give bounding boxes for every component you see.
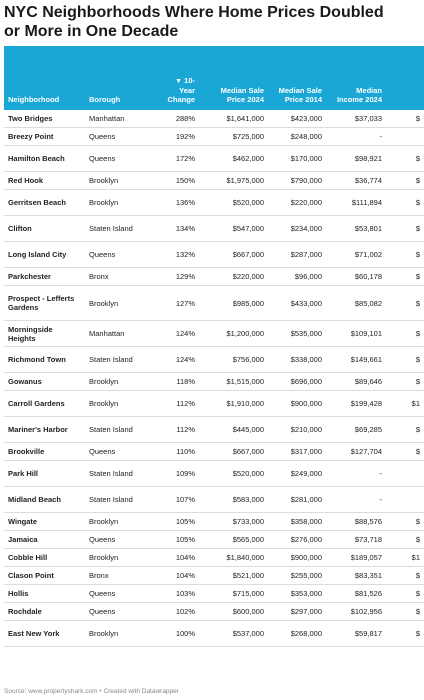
cell-10-year-change: 105% (161, 513, 199, 531)
cell-median-income-2024: $85,082 (326, 286, 386, 321)
cell-cut-off: $ (386, 347, 424, 373)
cell-neighborhood: Long Island City (4, 242, 85, 268)
cell-sale-price-2014: $249,000 (268, 461, 326, 487)
cell-borough: Staten Island (85, 347, 161, 373)
cell-median-income-2024: $199,428 (326, 391, 386, 417)
cell-sale-price-2014: $900,000 (268, 549, 326, 567)
cell-neighborhood: East New York (4, 621, 85, 647)
cell-cut-off: $ (386, 531, 424, 549)
cell-cut-off: $ (386, 417, 424, 443)
cell-cut-off: $ (386, 585, 424, 603)
cell-borough: Brooklyn (85, 549, 161, 567)
cell-sale-price-2024: $715,000 (199, 585, 268, 603)
cell-cut-off: $ (386, 567, 424, 585)
sort-descending-icon: ▼ (175, 78, 183, 85)
cell-sale-price-2024: $733,000 (199, 513, 268, 531)
table-row (4, 321, 424, 347)
cell-sale-price-2024: $521,000 (199, 567, 268, 585)
cell-cut-off (386, 487, 424, 513)
cell-cut-off: $ (386, 443, 424, 461)
cell-cut-off: $ (386, 513, 424, 531)
cell-neighborhood: Mariner's Harbor (4, 417, 85, 443)
cell-sale-price-2014: $900,000 (268, 391, 326, 417)
cell-cut-off: $ (386, 216, 424, 242)
cell-10-year-change: 288% (161, 110, 199, 128)
cell-neighborhood: Carroll Gardens (4, 391, 85, 417)
cell-neighborhood: Breezy Point (4, 128, 85, 146)
cell-median-income-2024: $60,178 (326, 268, 386, 286)
cell-neighborhood: Red Hook (4, 172, 85, 190)
cell-10-year-change: 103% (161, 585, 199, 603)
table-row (4, 286, 424, 321)
table-row (4, 242, 424, 268)
cell-sale-price-2024: $1,641,000 (199, 110, 268, 128)
cell-sale-price-2014: $287,000 (268, 242, 326, 268)
table-row (4, 110, 424, 128)
cell-neighborhood: Morningside Heights (4, 321, 85, 347)
cell-neighborhood: Hamilton Beach (4, 146, 85, 172)
cell-median-income-2024: $127,704 (326, 443, 386, 461)
cell-10-year-change: 112% (161, 417, 199, 443)
cell-sale-price-2014: $423,000 (268, 110, 326, 128)
cell-neighborhood: Wingate (4, 513, 85, 531)
cell-borough: Queens (85, 443, 161, 461)
cell-sale-price-2014: $353,000 (268, 585, 326, 603)
cell-sale-price-2014: $170,000 (268, 146, 326, 172)
cell-sale-price-2014: $255,000 (268, 567, 326, 585)
cell-10-year-change: 105% (161, 531, 199, 549)
cell-borough: Bronx (85, 268, 161, 286)
table-row (4, 461, 424, 487)
table-row (4, 513, 424, 531)
source-credit: Source: www.propertyshark.com • Created with Datawrapper (4, 688, 179, 695)
cell-borough: Staten Island (85, 216, 161, 242)
cell-neighborhood: Brookville (4, 443, 85, 461)
table-row (4, 373, 424, 391)
cell-sale-price-2024: $445,000 (199, 417, 268, 443)
cell-sale-price-2014: $297,000 (268, 603, 326, 621)
cell-10-year-change: 150% (161, 172, 199, 190)
table-row (4, 347, 424, 373)
cell-borough: Queens (85, 146, 161, 172)
cell-median-income-2024: $69,285 (326, 417, 386, 443)
cell-median-income-2024: $36,774 (326, 172, 386, 190)
cell-sale-price-2014: $790,000 (268, 172, 326, 190)
column-header-median-income-2024[interactable]: Median Income 2024 (326, 46, 386, 110)
cell-10-year-change: 124% (161, 321, 199, 347)
cell-10-year-change: 109% (161, 461, 199, 487)
cell-cut-off: $ (386, 621, 424, 647)
table-row (4, 549, 424, 567)
cell-cut-off: $1 (386, 391, 424, 417)
cell-median-income-2024: $88,576 (326, 513, 386, 531)
column-header-10-year-change[interactable] (161, 46, 199, 110)
column-header-median-sale-price-2024[interactable]: Median Sale Price 2024 (199, 46, 268, 110)
cell-borough: Brooklyn (85, 621, 161, 647)
cell-borough: Brooklyn (85, 373, 161, 391)
cell-sale-price-2014: $281,000 (268, 487, 326, 513)
cell-cut-off (386, 461, 424, 487)
cell-10-year-change: 129% (161, 268, 199, 286)
table-row (4, 417, 424, 443)
column-header-label: 10-Year Change (167, 76, 195, 104)
data-table (4, 46, 424, 647)
cell-sale-price-2014: $210,000 (268, 417, 326, 443)
cell-cut-off: $ (386, 242, 424, 268)
cell-median-income-2024: $71,002 (326, 242, 386, 268)
cell-median-income-2024: $81,526 (326, 585, 386, 603)
cell-sale-price-2024: $1,910,000 (199, 391, 268, 417)
cell-median-income-2024: $59,817 (326, 621, 386, 647)
table-body (4, 110, 424, 647)
cell-borough: Staten Island (85, 461, 161, 487)
table-row (4, 487, 424, 513)
cell-median-income-2024: $189,057 (326, 549, 386, 567)
table-row (4, 621, 424, 647)
cell-sale-price-2014: $358,000 (268, 513, 326, 531)
cell-borough: Brooklyn (85, 190, 161, 216)
table-row (4, 567, 424, 585)
cell-10-year-change: 104% (161, 567, 199, 585)
cell-neighborhood: Richmond Town (4, 347, 85, 373)
table-row (4, 391, 424, 417)
cell-10-year-change: 107% (161, 487, 199, 513)
cell-sale-price-2014: $268,000 (268, 621, 326, 647)
cell-sale-price-2024: $462,000 (199, 146, 268, 172)
data-table-container[interactable] (4, 46, 420, 680)
cell-10-year-change: 136% (161, 190, 199, 216)
cell-neighborhood: Gowanus (4, 373, 85, 391)
table-row (4, 443, 424, 461)
cell-sale-price-2024: $520,000 (199, 190, 268, 216)
cell-cut-off: $ (386, 268, 424, 286)
cell-sale-price-2024: $600,000 (199, 603, 268, 621)
cell-sale-price-2014: $276,000 (268, 531, 326, 549)
cell-sale-price-2014: $338,000 (268, 347, 326, 373)
cell-cut-off: $ (386, 373, 424, 391)
cell-cut-off: $ (386, 286, 424, 321)
cell-cut-off: $ (386, 110, 424, 128)
cell-borough: Queens (85, 128, 161, 146)
cell-10-year-change: 172% (161, 146, 199, 172)
cell-sale-price-2024: $756,000 (199, 347, 268, 373)
table-row (4, 172, 424, 190)
column-header-borough[interactable]: Borough (85, 46, 161, 110)
cell-median-income-2024: - (326, 461, 386, 487)
cell-sale-price-2024: $1,200,000 (199, 321, 268, 347)
cell-cut-off (386, 128, 424, 146)
cell-borough: Brooklyn (85, 391, 161, 417)
cell-median-income-2024: - (326, 128, 386, 146)
cell-borough: Queens (85, 531, 161, 549)
cell-sale-price-2014: $433,000 (268, 286, 326, 321)
cell-neighborhood: Parkchester (4, 268, 85, 286)
cell-sale-price-2014: $696,000 (268, 373, 326, 391)
cell-10-year-change: 118% (161, 373, 199, 391)
cell-cut-off: $ (386, 321, 424, 347)
cell-borough: Queens (85, 242, 161, 268)
cell-median-income-2024: $83,351 (326, 567, 386, 585)
cell-borough: Brooklyn (85, 513, 161, 531)
cell-borough: Manhattan (85, 110, 161, 128)
cell-median-income-2024: $98,921 (326, 146, 386, 172)
table-row (4, 146, 424, 172)
cell-10-year-change: 110% (161, 443, 199, 461)
cell-borough: Staten Island (85, 417, 161, 443)
cell-sale-price-2024: $220,000 (199, 268, 268, 286)
cell-sale-price-2024: $565,000 (199, 531, 268, 549)
cell-sale-price-2024: $520,000 (199, 461, 268, 487)
cell-sale-price-2024: $1,975,000 (199, 172, 268, 190)
cell-median-income-2024: $89,646 (326, 373, 386, 391)
column-header-median-sale-price-2014[interactable]: Median Sale Price 2014 (268, 46, 326, 110)
cell-median-income-2024: $53,801 (326, 216, 386, 242)
cell-borough: Queens (85, 585, 161, 603)
cell-median-income-2024: $37,033 (326, 110, 386, 128)
cell-median-income-2024: $109,101 (326, 321, 386, 347)
cell-borough: Brooklyn (85, 286, 161, 321)
cell-borough: Manhattan (85, 321, 161, 347)
cell-neighborhood: Hollis (4, 585, 85, 603)
cell-sale-price-2014: $317,000 (268, 443, 326, 461)
cell-neighborhood: Rochdale (4, 603, 85, 621)
cell-10-year-change: 192% (161, 128, 199, 146)
cell-cut-off: $1 (386, 549, 424, 567)
cell-borough: Brooklyn (85, 172, 161, 190)
cell-cut-off: $ (386, 603, 424, 621)
cell-sale-price-2024: $547,000 (199, 216, 268, 242)
cell-sale-price-2014: $220,000 (268, 190, 326, 216)
cell-10-year-change: 112% (161, 391, 199, 417)
cell-neighborhood: Clifton (4, 216, 85, 242)
cell-cut-off: $ (386, 146, 424, 172)
cell-neighborhood: Clason Point (4, 567, 85, 585)
table-header (4, 46, 424, 110)
cell-sale-price-2024: $985,000 (199, 286, 268, 321)
cell-10-year-change: 127% (161, 286, 199, 321)
cell-sale-price-2024: $1,840,000 (199, 549, 268, 567)
cell-sale-price-2024: $583,000 (199, 487, 268, 513)
table-row (4, 216, 424, 242)
table-row (4, 585, 424, 603)
cell-10-year-change: 134% (161, 216, 199, 242)
cell-sale-price-2014: $96,000 (268, 268, 326, 286)
cell-10-year-change: 124% (161, 347, 199, 373)
column-header-neighborhood[interactable]: Neighborhood (4, 46, 85, 110)
cell-neighborhood: Midland Beach (4, 487, 85, 513)
cell-borough: Bronx (85, 567, 161, 585)
cell-median-income-2024: $102,956 (326, 603, 386, 621)
table-row (4, 603, 424, 621)
cell-borough: Queens (85, 603, 161, 621)
cell-median-income-2024: - (326, 487, 386, 513)
cell-median-income-2024: $111,894 (326, 190, 386, 216)
table-row (4, 128, 424, 146)
cell-10-year-change: 104% (161, 549, 199, 567)
table-row (4, 531, 424, 549)
cell-neighborhood: Gerritsen Beach (4, 190, 85, 216)
cell-borough: Staten Island (85, 487, 161, 513)
cell-neighborhood: Two Bridges (4, 110, 85, 128)
cell-10-year-change: 102% (161, 603, 199, 621)
cell-neighborhood: Prospect - Lefferts Gardens (4, 286, 85, 321)
chart-title: NYC Neighborhoods Where Home Prices Doubled or More in One Decade (4, 4, 384, 40)
cell-sale-price-2024: $667,000 (199, 242, 268, 268)
cell-cut-off: $ (386, 172, 424, 190)
cell-sale-price-2024: $537,000 (199, 621, 268, 647)
cell-neighborhood: Jamaica (4, 531, 85, 549)
cell-10-year-change: 100% (161, 621, 199, 647)
table-row (4, 268, 424, 286)
cell-median-income-2024: $149,661 (326, 347, 386, 373)
cell-neighborhood: Park Hill (4, 461, 85, 487)
cell-sale-price-2014: $234,000 (268, 216, 326, 242)
column-header-cut-off[interactable] (386, 46, 424, 110)
cell-sale-price-2024: $667,000 (199, 443, 268, 461)
cell-sale-price-2014: $248,000 (268, 128, 326, 146)
cell-cut-off: $ (386, 190, 424, 216)
cell-sale-price-2024: $725,000 (199, 128, 268, 146)
cell-10-year-change: 132% (161, 242, 199, 268)
cell-sale-price-2024: $1,515,000 (199, 373, 268, 391)
cell-sale-price-2014: $535,000 (268, 321, 326, 347)
cell-median-income-2024: $73,718 (326, 531, 386, 549)
table-row (4, 190, 424, 216)
cell-neighborhood: Cobble Hill (4, 549, 85, 567)
